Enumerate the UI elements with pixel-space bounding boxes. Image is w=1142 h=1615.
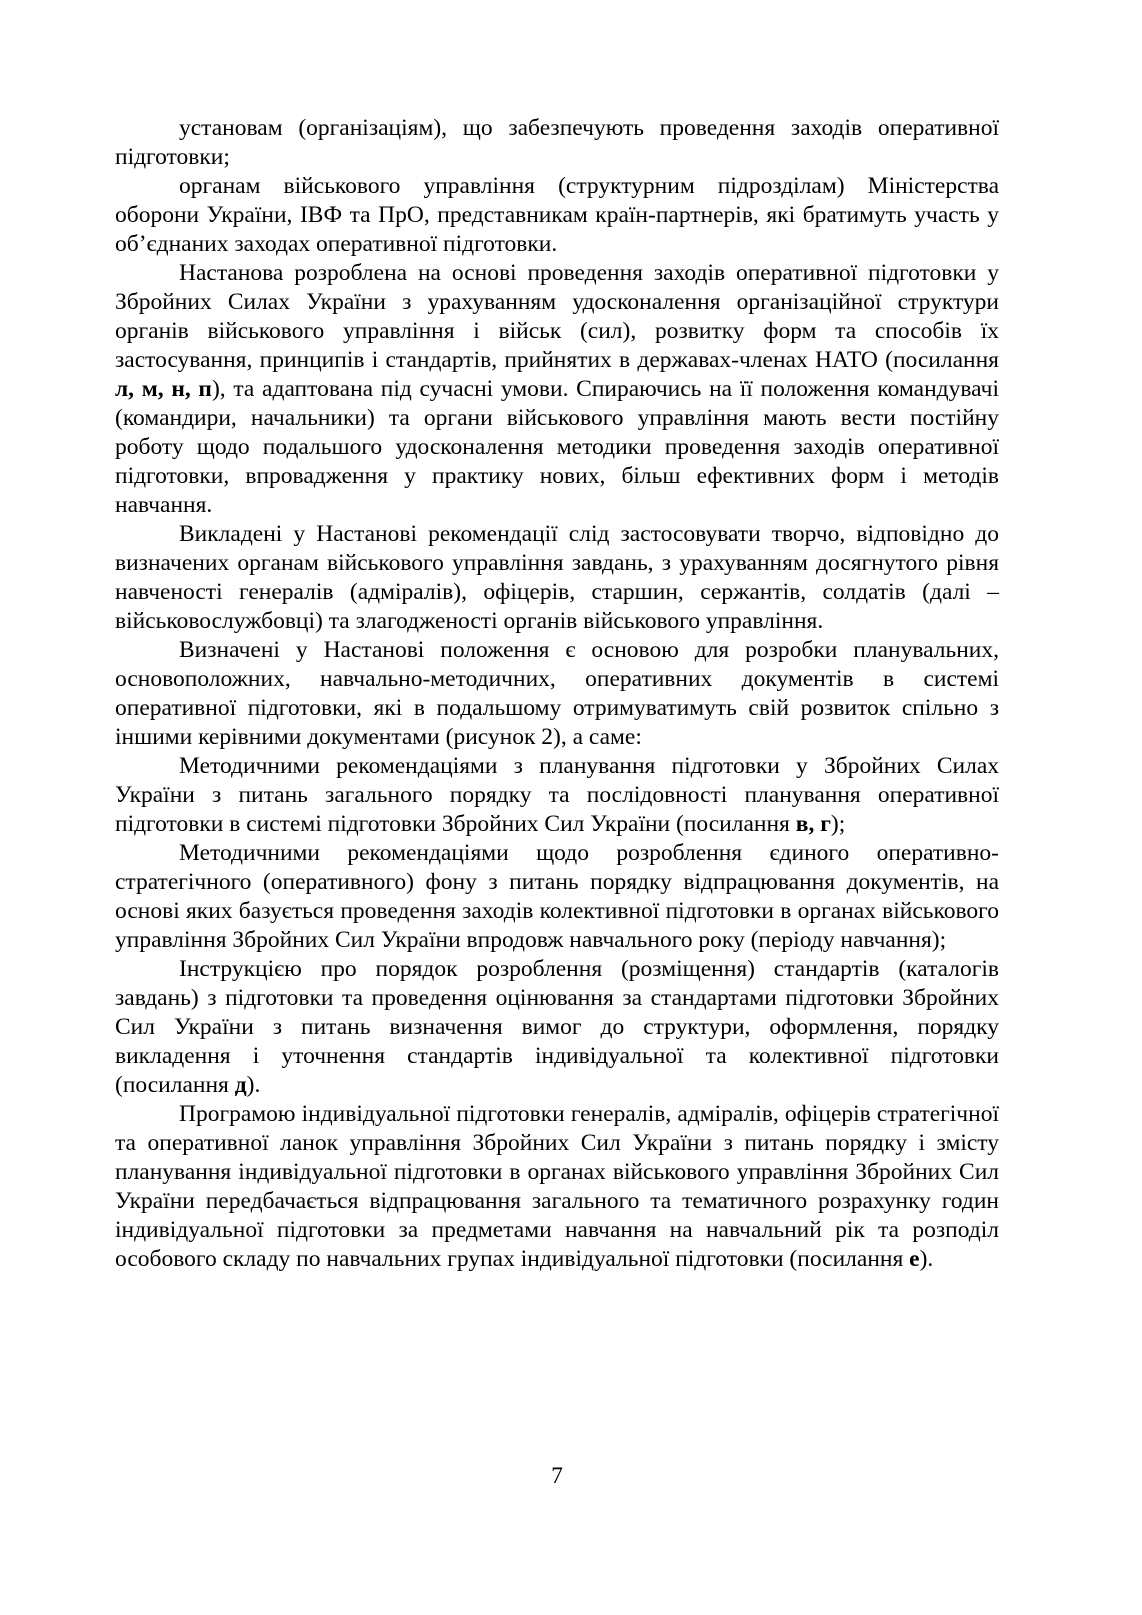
text-run-bold: в, г	[795, 811, 831, 837]
paragraph	[115, 955, 999, 1100]
text-run: Методичними рекомендаціями з планування підготовки у Збройних Силах України з питань загального порядку та послідовності планування оперативної підготовки в системі підготовки Збройних Сил України (посилання	[115, 753, 999, 837]
paragraph	[115, 839, 999, 955]
text-run: ).	[246, 1072, 261, 1098]
text-run: Програмою індивідуальної підготовки генералів, адміралів, офіцерів стратегічної та оперативної ланок управління Збройних Сил України з питань порядку і змісту планування індивідуальної підготовки в органах військового управління Збройних Сил України передбачається відпрацювання загального та тематичного розрахунку годин індивідуальної підготовки за предметами навчання на навчальний рік та розподіл особового складу по навчальних групах індивідуальної підготовки (посилання	[115, 1101, 999, 1272]
text-run-bold: д	[234, 1072, 247, 1098]
text-run: установам (організаціям), що забезпечують проведення заходів оперативної підготовки;	[115, 115, 999, 170]
page-number: 7	[551, 1463, 563, 1489]
text-run: ).	[919, 1246, 934, 1272]
text-body	[115, 114, 999, 1274]
text-run: органам військового управління (структурним підрозділам) Міністерства оборони України, ІВФ та ПрО, представникам країн-партнерів, які братимуть участь у об’єднаних заходах оперативної підготовки.	[115, 173, 999, 257]
paragraph	[115, 1100, 999, 1274]
paragraph	[115, 114, 999, 172]
paragraph	[115, 520, 999, 636]
paragraph	[115, 259, 999, 520]
text-run: ), та адаптована під сучасні умови. Спираючись на її положення командувачі (командири, начальники) та органи військового управління мають вести постійну роботу щодо подальшого удосконалення методики проведення заходів оперативної підготовки, впровадження у практику нових, більш ефективних форм і методів навчання.	[115, 376, 1000, 518]
text-run: Інструкцією про порядок розроблення (розміщення) стандартів (каталогів завдань) з підготовки та проведення оцінювання за стандартами підготовки Збройних Сил України з питань визначення вимог до структури, оформлення, порядку викладення і уточнення стандартів індивідуальної та колективної підготовки (посилання	[115, 956, 999, 1098]
text-run-bold: е	[909, 1246, 920, 1272]
text-run: );	[830, 811, 846, 837]
text-run: Методичними рекомендаціями щодо розроблення єдиного оперативно-стратегічного (оперативного) фону з питань порядку відпрацювання документів, на основі яких базується проведення заходів колективної підготовки в органах військового управління Збройних Сил України впродовж навчального року (періоду навчання);	[115, 840, 999, 953]
text-run: Визначені у Настанові положення є основою для розробки планувальних, основоположних, навчально-методичних, оперативних документів в системі оперативної підготовки, які в подальшому отримуватимуть свій розвиток спільно з іншими керівними документами (рисунок 2), а саме:	[115, 637, 999, 750]
text-run: Настанова розроблена на основі проведення заходів оперативної підготовки у Збройних Силах України з урахуванням удосконалення організаційної структури органів військового управління і військ (сил), розвитку форм та способів їх застосування, принципів і стандартів, прийнятих в державах-членах НАТО (посилання	[115, 260, 999, 373]
paragraph	[115, 752, 999, 839]
text-run-bold: л, м, н, п	[115, 376, 212, 402]
text-run: Викладені у Настанові рекомендації слід застосовувати творчо, відповідно до визначених органам військового управління завдань, з урахуванням досягнутого рівня навченості генералів (адміралів), офіцерів, старшин, сержантів, солдатів (далі – військовослужбовці) та злагодженості органів військового управління.	[115, 521, 999, 634]
paragraph	[115, 636, 999, 752]
paragraph	[115, 172, 999, 259]
